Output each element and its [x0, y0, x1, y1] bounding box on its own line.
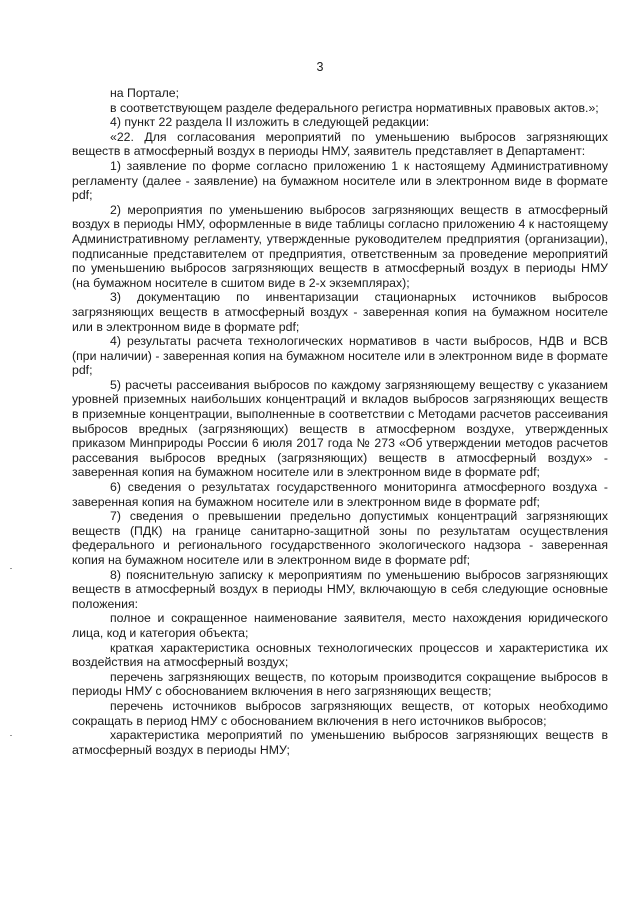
paragraph: «22. Для согласования мероприятий по уменьшению выбросов загрязняющих веществ в атмосферный воздух в периоды НМУ, заявитель представляет в Департамент:: [72, 129, 608, 159]
paragraph: на Портале;: [110, 86, 180, 100]
paragraph: 6) сведения о результатах государственного мониторинга атмосферного воздуха - заверенная копия на бумажном носителе или в электронном виде в формате pdf;: [72, 480, 608, 509]
paragraph: 3) документацию по инвентаризации стационарных источников выбросов загрязняющих веществ в атмосферный воздух - заверенная копия на бумажном носителе или в электронном виде в формате pdf;: [72, 290, 608, 334]
paragraph: 5) расчеты рассеивания выбросов по каждому загрязняющему веществу с указанием уровней приземных наибольших концентраций и вкладов выбросов загрязняющих веществ в приземные концентрации, выполненные в соответствии с Методами расчетов рассеивания выбросов вредных (загрязняющих) веществ в атмосферном воздухе, утвержденных приказом Минприроды России 6 июля 2017 года № 273 «Об утверждении методов расчетов рассевания выбросов вредных (загрязняющих) веществ в атмосферный воздух» - заверенная копия на бумажном носителе или в электронном виде в формате pdf;: [72, 377, 608, 480]
paragraph: перечень источников выбросов загрязняющих веществ, от которых необходимо сокращать в период НМУ с обоснованием включения в него источников выбросов;: [72, 698, 608, 728]
paragraph: 4) пункт 22 раздела II изложить в следующей редакции:: [110, 115, 430, 130]
paragraph: 2) мероприятия по уменьшению выбросов загрязняющих веществ в атмосферный воздух в периоды НМУ, оформленные в виде таблицы согласно приложению 4 к настоящему Административному регламенту, утвержденные руководителем предприятия (организации), подписанные представителем от предприятия, ответственным за проведение мероприятий по уменьшению выбросов загрязняющих веществ в атмосферный воздух в периоды НМУ (на бумажном носителе в сшитом виде в 2-х экземплярах);: [72, 202, 608, 290]
paragraph: 7) сведения о превышении предельно допустимых концентраций загрязняющих веществ (ПДК) на границе санитарно-защитной зоны по результатам осуществления федерального и регионального государственного экологического надзора - заверенная копия на бумажном носителе или в электронном виде в формате pdf;: [72, 509, 608, 567]
scan-speck: [10, 735, 12, 736]
document-body: [72, 86, 608, 757]
paragraph: полное и сокращенное наименование заявителя, место нахождения юридического лица, код и категория объекта;: [72, 611, 608, 640]
paragraph: характеристика мероприятий по уменьшению выбросов загрязняющих веществ в атмосферный воздух в периоды НМУ;: [72, 728, 608, 757]
scan-speck: [10, 568, 12, 569]
paragraph: краткая характеристика основных технологических процессов и характеристика их воздействия на атмосферный воздух;: [72, 640, 608, 670]
paragraph: 1) заявление по форме согласно приложению 1 к настоящему Административному регламенту (далее - заявление) на бумажном носителе или в электронном виде в формате pdf;: [72, 158, 608, 203]
paragraph: в соответствующем разделе федерального регистра нормативных правовых актов.»;: [110, 100, 599, 115]
paragraph: 4) результаты расчета технологических нормативов в части выбросов, НДВ и ВСВ (при наличии) - заверенная копия на бумажном носителе или в электронном виде в формате pdf;: [72, 334, 608, 378]
paragraph: перечень загрязняющих веществ, по которым производится сокращение выбросов в периоды НМУ с обоснованием включения в него загрязняющих веществ;: [72, 669, 608, 699]
page-number: 3: [316, 60, 324, 74]
paragraph: 8) пояснительную записку к мероприятиям по уменьшению выбросов загрязняющих веществ в атмосферный воздух в периоды НМУ, включающую в себя следующие основные положения:: [72, 567, 608, 611]
